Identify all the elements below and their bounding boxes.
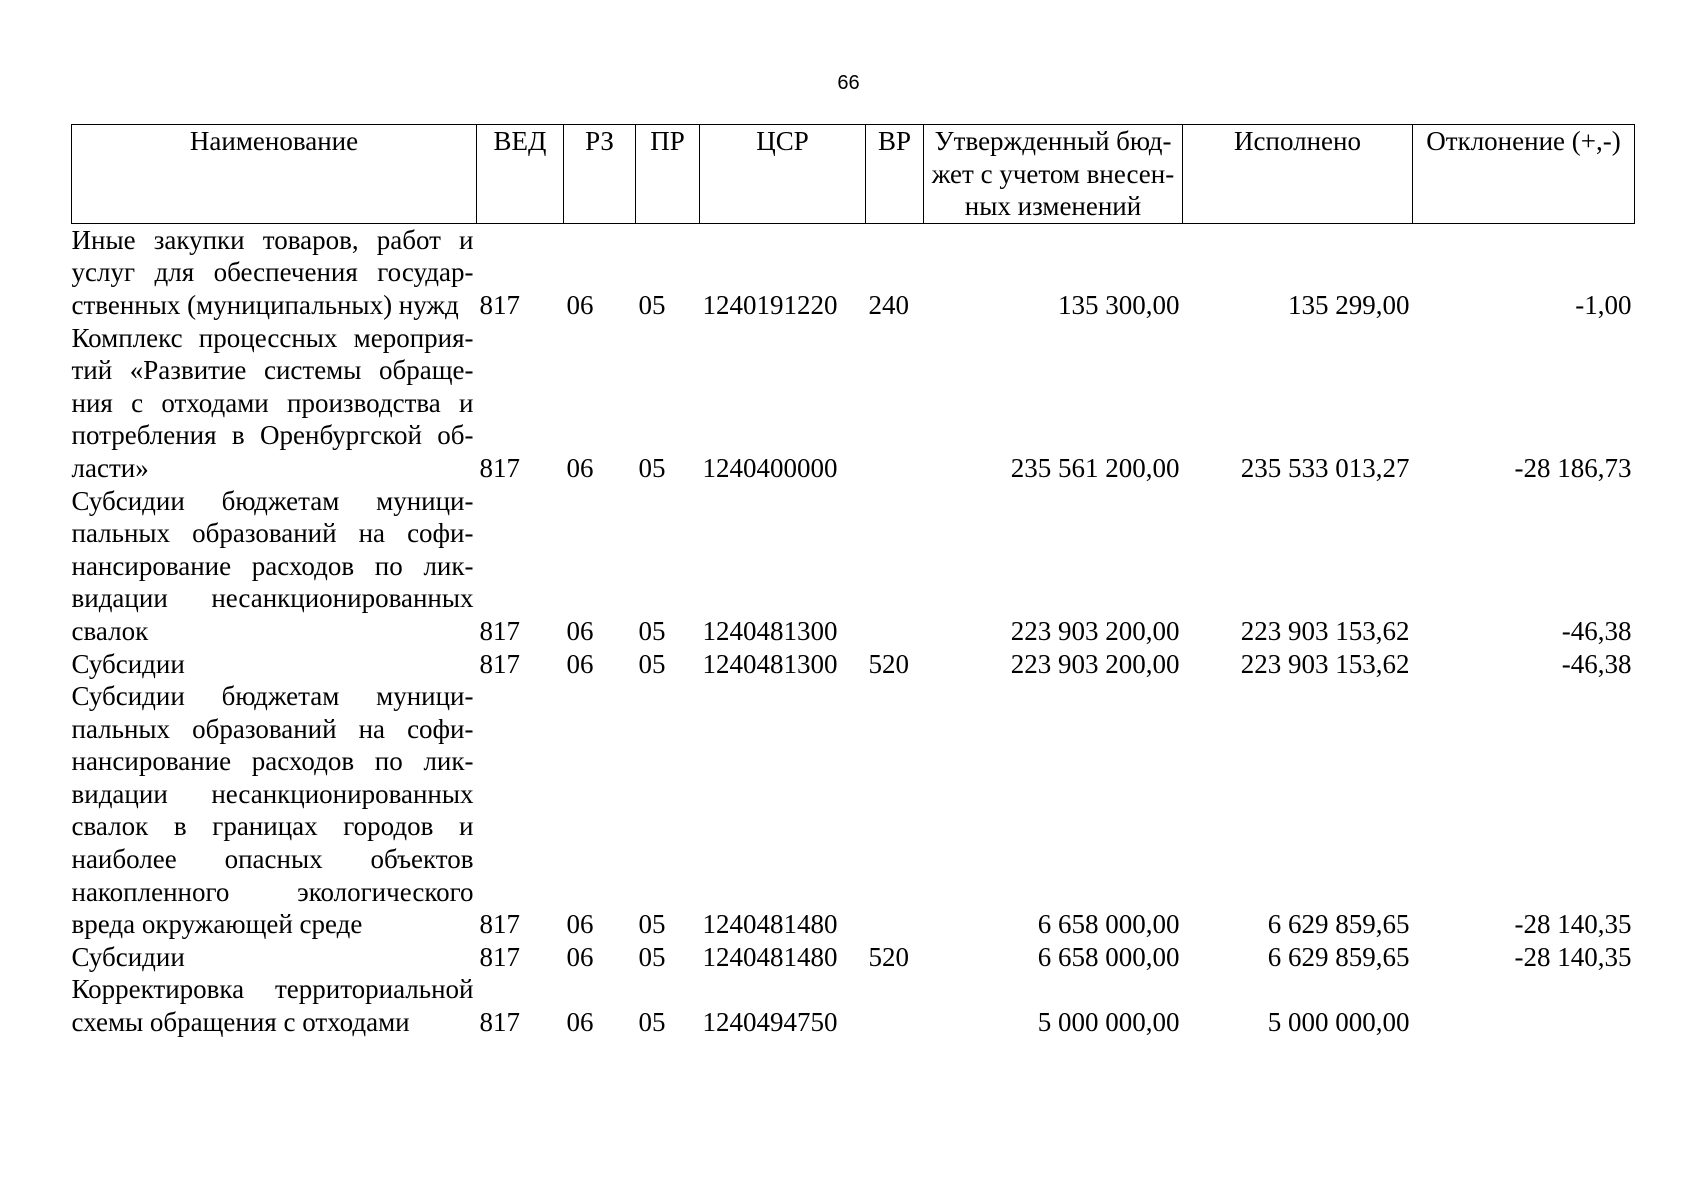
row-deviation: -28 186,73	[1514, 452, 1632, 483]
row-vr	[866, 485, 924, 648]
row-deviation: -28 140,35	[1514, 909, 1632, 940]
row-ved: 817	[479, 452, 520, 483]
row-pr: 05	[638, 615, 666, 646]
row-pr: 05	[638, 289, 666, 320]
row-executed: 223 903 153,62	[1240, 648, 1410, 679]
row-pr: 05	[638, 648, 666, 679]
row-executed: 5 000 000,00	[1267, 1007, 1410, 1038]
row-name: Комплекс процессных мероприя-тий «Развитие системы обраще-ния с отходами производства и потребления в Оренбургской об-ласти»	[71, 322, 474, 483]
row-csr: 1240481300	[702, 615, 838, 646]
row-ved: 817	[479, 289, 520, 320]
row-rz: 06	[566, 941, 594, 972]
row-deviation: -46,38	[1561, 648, 1632, 679]
row-pr: 05	[638, 1007, 666, 1038]
row-csr: 1240481300	[702, 648, 838, 679]
row-rz: 06	[566, 648, 594, 679]
row-approved: 6 658 000,00	[1037, 941, 1180, 972]
row-pr: 05	[638, 452, 666, 483]
row-name: Иные закупки товаров, работ и услуг для обеспечения государ-ственных (муниципальных) нужд	[71, 224, 474, 320]
row-executed: 135 299,00	[1288, 289, 1410, 320]
row-name: Субсидии бюджетам муници-пальных образований на софи-нансирование расходов по лик-видации несанкционированных свалок	[71, 485, 474, 646]
table-row	[72, 941, 1635, 974]
table-row	[72, 322, 1635, 485]
row-rz: 06	[566, 615, 594, 646]
row-csr: 1240481480	[702, 941, 838, 972]
row-vr	[866, 973, 924, 1038]
row-approved: 135 300,00	[1058, 289, 1180, 320]
header-approved-budget: Утвержденный бюд-жет с учетом внесен-ных изменений	[924, 125, 1183, 224]
table-header-row	[72, 125, 1635, 224]
table-row	[72, 223, 1635, 321]
row-deviation: -46,38	[1561, 615, 1632, 646]
row-csr: 1240191220	[702, 289, 838, 320]
row-deviation: -1,00	[1575, 289, 1632, 320]
header-vr: ВР	[866, 125, 924, 224]
header-pr: ПР	[636, 125, 700, 224]
row-vr: 520	[868, 648, 909, 679]
row-executed: 6 629 859,65	[1267, 941, 1410, 972]
header-csr: ЦСР	[700, 125, 866, 224]
row-approved: 5 000 000,00	[1037, 1007, 1180, 1038]
row-ved: 817	[479, 648, 520, 679]
row-pr: 05	[638, 909, 666, 940]
header-rz: РЗ	[564, 125, 636, 224]
row-vr	[866, 322, 924, 485]
row-rz: 06	[566, 289, 594, 320]
row-csr: 1240494750	[702, 1007, 838, 1038]
row-vr: 520	[868, 941, 909, 972]
header-name: Наименование	[72, 125, 477, 224]
page-number: 66	[837, 72, 860, 94]
header-deviation: Отклонение (+,-)	[1413, 125, 1635, 224]
row-name: Субсидии	[71, 941, 185, 972]
row-name: Субсидии бюджетам муници-пальных образований на софи-нансирование расходов по лик-видации несанкционированных свалок в границах городов и наиболее опасных объектов накопленного экологического вреда окружающей среде	[71, 681, 474, 940]
row-vr	[866, 680, 924, 941]
table-row	[72, 648, 1635, 681]
row-ved: 817	[479, 1007, 520, 1038]
row-ved: 817	[479, 941, 520, 972]
budget-table	[71, 124, 1635, 1039]
row-executed: 6 629 859,65	[1267, 909, 1410, 940]
row-executed: 235 533 013,27	[1240, 452, 1410, 483]
table-row	[72, 680, 1635, 941]
row-approved: 223 903 200,00	[1010, 648, 1180, 679]
row-ved: 817	[479, 909, 520, 940]
row-deviation	[1413, 973, 1635, 1038]
table-row	[72, 485, 1635, 648]
row-executed: 223 903 153,62	[1240, 615, 1410, 646]
row-ved: 817	[479, 615, 520, 646]
table-row	[72, 973, 1635, 1038]
row-rz: 06	[566, 1007, 594, 1038]
row-approved: 223 903 200,00	[1010, 615, 1180, 646]
header-ved: ВЕД	[477, 125, 564, 224]
row-name: Корректировка территориальной схемы обращения с отходами	[71, 974, 474, 1038]
row-csr: 1240400000	[702, 452, 838, 483]
row-pr: 05	[638, 941, 666, 972]
row-approved: 235 561 200,00	[1010, 452, 1180, 483]
row-csr: 1240481480	[702, 909, 838, 940]
row-deviation: -28 140,35	[1514, 941, 1632, 972]
header-executed: Исполнено	[1183, 125, 1413, 224]
row-approved: 6 658 000,00	[1037, 909, 1180, 940]
row-vr: 240	[868, 289, 909, 320]
row-rz: 06	[566, 909, 594, 940]
row-rz: 06	[566, 452, 594, 483]
row-name: Субсидии	[71, 648, 185, 679]
